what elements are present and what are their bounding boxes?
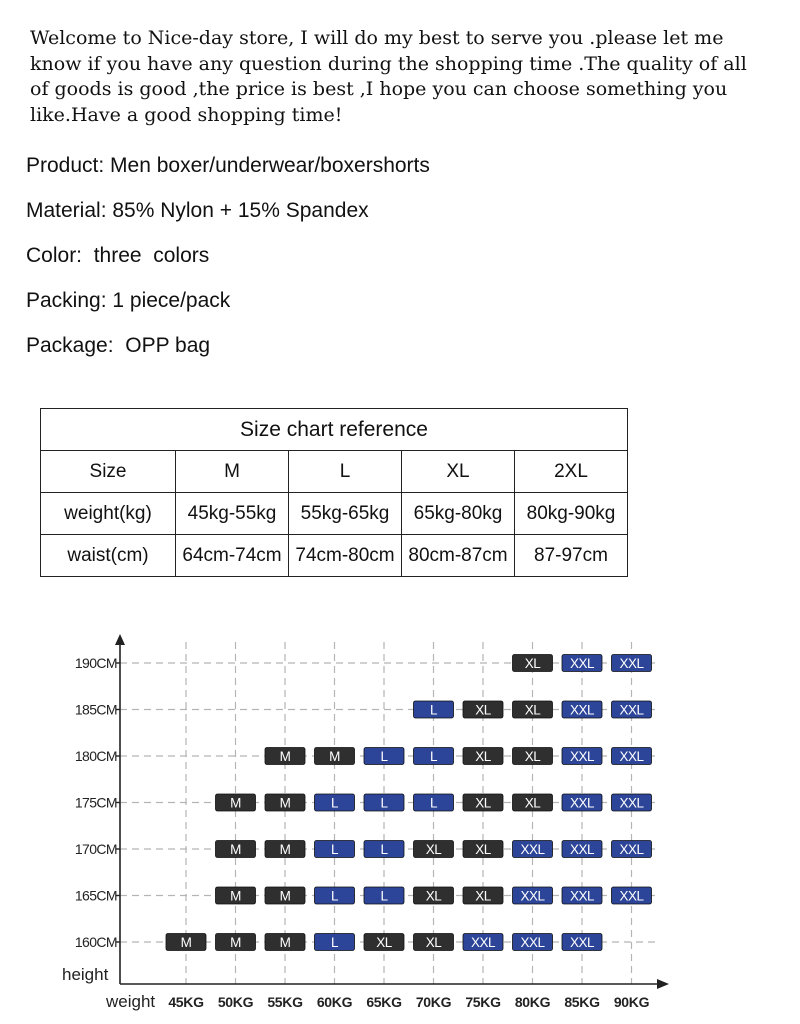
size-box-label: M [180,935,192,950]
size-box-label: L [330,888,339,904]
y-tick-label: 190CM [74,655,117,671]
size-box-label: XXL [569,656,595,671]
size-box-label: L [330,795,339,811]
size-box-label: XXL [619,749,644,764]
size-box-label: XXL [569,842,595,857]
header-cell: L [289,451,402,493]
size-box-label: XL [524,749,541,764]
header-cell: M [176,451,289,493]
size-box-label: M [279,842,291,857]
size-grid-svg [0,630,800,1024]
table-cell: 55kg-65kg [289,493,402,535]
x-tick-label: 70KG [415,994,452,1010]
size-chart-table [40,408,628,577]
size-box-label: XL [475,749,491,764]
size-box-label: L [380,795,388,811]
size-box-label: M [279,749,291,764]
size-box-label: L [330,935,339,950]
spec-package [26,330,430,375]
y-axis-title: height [62,965,109,984]
size-box-label: M [329,749,340,764]
size-box-label: L [429,795,438,811]
size-box-label: XL [524,656,541,671]
x-tick-label: 45KG [168,994,204,1010]
spec-color [26,240,430,285]
size-box-label: XXL [520,935,545,950]
size-box-label: XL [425,888,442,904]
spec-label: Packing: [26,289,107,312]
spec-label: Material: [26,199,107,222]
y-axis-arrow-icon [115,634,125,645]
size-box-label: M [279,935,291,950]
size-box-label: M [279,795,291,811]
x-tick-label: 60KG [316,994,353,1010]
spec-label: Color: [26,244,83,267]
header-cell: Size [41,451,176,493]
size-box-label: XXL [619,888,644,904]
y-tick-label: 160CM [74,934,117,950]
table-cell: 87-97cm [515,535,628,577]
y-tick-label: 175CM [74,794,117,811]
size-box-label: XL [475,795,491,811]
spec-material [26,195,430,240]
spec-value: three colors [82,244,210,267]
spec-label: Product: [26,154,105,177]
size-box-label: XXL [569,888,595,904]
x-tick-label: 85KG [564,994,600,1010]
table-cell: 65kg-80kg [402,493,515,535]
size-box-label: XXL [569,749,595,764]
table-cell: 74cm-80cm [289,535,402,577]
spec-product [26,150,430,195]
size-box-label: XL [475,888,491,904]
size-box-label: M [230,888,241,904]
height-weight-size-chart [0,630,800,1024]
size-box-label: XL [425,842,442,857]
size-box-label: M [230,935,241,950]
y-tick-label: 165CM [74,887,117,904]
y-tick-label: 180CM [74,748,117,764]
size-box-label: XXL [619,702,644,718]
table-caption-row [41,409,628,451]
size-box-label: XXL [569,795,595,811]
size-box-label: M [230,795,241,811]
table-cell: 45kg-55kg [176,493,289,535]
y-tick-label: 170CM [74,841,117,857]
table-cell: 80kg-90kg [515,493,628,535]
size-box-label: XL [425,935,442,950]
size-box-label: L [380,888,388,904]
size-box-label: XL [376,935,392,950]
size-chart-caption: Size chart reference [41,409,628,451]
header-cell: 2XL [515,451,628,493]
size-box-label: XL [475,702,491,718]
table-cell: 80cm-87cm [402,535,515,577]
x-tick-label: 55KG [267,994,303,1010]
table-header-row [41,451,628,493]
table-row [41,493,628,535]
size-box-label: L [380,842,388,857]
y-tick-label: 185CM [74,701,117,718]
size-box-label: XXL [520,888,545,904]
size-box-label: XXL [470,935,496,950]
size-box-label: XL [524,795,541,811]
size-box-label: M [230,842,241,857]
spec-label: Package: [26,334,114,357]
x-tick-label: 50KG [217,994,254,1010]
x-axis-arrow-icon [657,979,669,989]
spec-value: 1 piece/pack [106,289,231,312]
spec-packing [26,285,430,330]
size-box-label: XL [524,702,541,718]
size-box-label: XXL [569,935,595,950]
table-cell: 64cm-74cm [176,535,289,577]
size-box-label: XXL [619,842,644,857]
spec-value: 85% Nylon + 15% Spandex [106,199,369,222]
size-box-label: XXL [520,842,545,857]
size-box-label: XXL [619,795,644,811]
size-box-label: L [429,702,438,718]
size-box-label: XL [475,842,491,857]
spec-value: OPP bag [113,334,211,357]
x-tick-label: 80KG [514,994,551,1010]
size-box-label: L [330,842,339,857]
table-cell: waist(cm) [41,535,176,577]
table-cell: weight(kg) [41,493,176,535]
table-row [41,535,628,577]
size-box-label: M [279,888,291,904]
spec-value: Men boxer/underwear/boxershorts [104,154,430,177]
x-tick-label: 75KG [465,994,501,1010]
x-tick-label: 65KG [366,994,402,1010]
x-tick-label: 90KG [613,994,650,1010]
size-box-label: XXL [619,656,644,671]
x-axis-title: weight [106,992,156,1011]
header-cell: XL [402,451,515,493]
size-box-label: XXL [569,702,595,718]
size-box-label: L [429,749,438,764]
size-box-label: L [380,749,388,764]
product-specs [26,150,430,375]
store-welcome-text: Welcome to Nice-day store, I will do my best to serve you .please let me know if you have any question during the shopping time .The quality of all of goods is good ,the price is best ,I hope you can choose something you like.Have a good shopping time! [30,27,747,126]
